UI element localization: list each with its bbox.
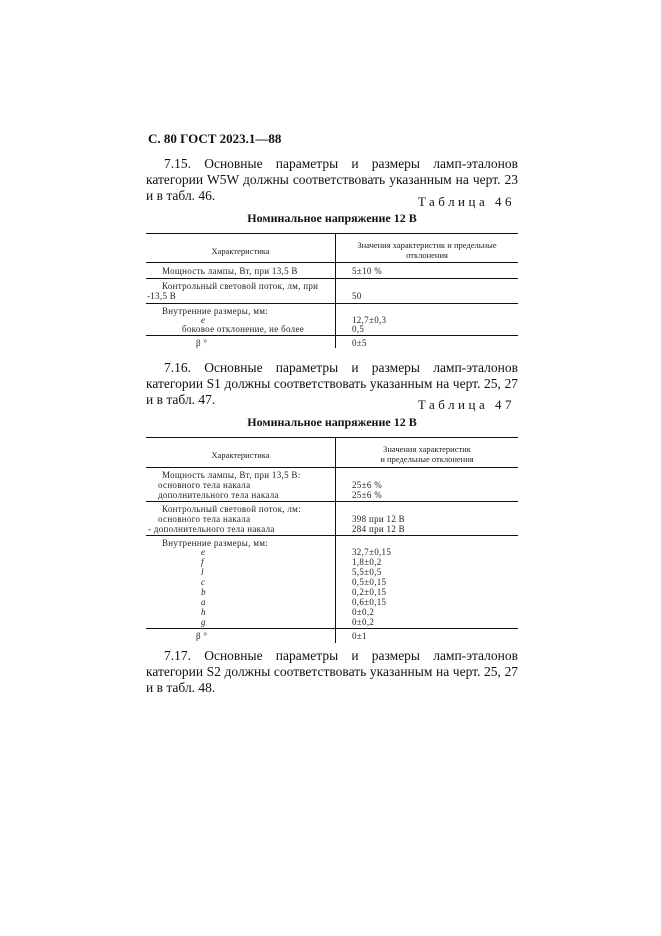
t47-flux-main-value: 398 при 12 В [352, 514, 405, 524]
paragraph-7-16: 7.16. Основные параметры и размеры ламп-эталонов категории S1 должны соответствовать указанным на черт. 25, 27 и в табл. 47. [146, 360, 518, 407]
t47-beta-label: β ° [196, 631, 208, 641]
t47-rule-3 [146, 628, 518, 629]
t47-dim-symbol: f [201, 557, 204, 567]
t47-power-main-label: основного тела накала [158, 480, 251, 490]
table-46-subtitle: Номинальное напряжение 12 В [247, 211, 417, 225]
t47-dim-symbol: b [201, 587, 206, 597]
t46-flux-value: 50 [352, 291, 362, 301]
table-47-top-rule [146, 437, 518, 438]
table-46-top-rule [146, 233, 518, 234]
table-46-col2-header: Значения характеристик и предельные отклонения [357, 240, 497, 260]
t47-rule-1 [146, 501, 518, 502]
t46-flux-label-a: Контрольный световой поток, лм, при [162, 281, 319, 291]
t46-dims-label: Внутренние размеры, мм: [162, 306, 269, 316]
table-46-col1-header: Характеристика [211, 246, 270, 256]
t47-dim-symbol: h [201, 607, 206, 617]
t46-dim-e: e [201, 315, 206, 325]
table-47-subtitle: Номинальное напряжение 12 В [247, 415, 417, 429]
t47-flux-aux-value: 284 при 12 В [352, 524, 405, 534]
t47-flux-aux-label: - дополнительного тела накала [148, 524, 275, 534]
page-header: С. 80 ГОСТ 2023.1—88 [148, 131, 282, 146]
t47-power-main-value: 25±6 % [352, 480, 382, 490]
t46-power-value: 5±10 % [352, 266, 382, 276]
t47-dim-value: 0±0,2 [352, 607, 375, 617]
t46-side-label: боковое отклонение, не более [182, 324, 305, 334]
t47-power-aux-label: дополнительного тела накала [158, 490, 279, 500]
t47-power-aux-value: 25±6 % [352, 490, 382, 500]
table-47-col2-header-a: Значения характеристик [383, 444, 471, 454]
t47-dim-symbol: l [201, 567, 204, 577]
t47-dim-value: 32,7±0,15 [352, 547, 392, 557]
table-46-header-rule [146, 262, 518, 263]
t46-rule-1 [146, 278, 518, 279]
t47-beta-value: 0±1 [352, 631, 367, 641]
t47-dim-value: 0±0,2 [352, 617, 375, 627]
table-47-col1-header: Характеристика [211, 450, 270, 460]
t47-dim-symbol: e [201, 547, 206, 557]
t46-rule-2 [146, 303, 518, 304]
t46-beta-value: 0±5 [352, 338, 367, 348]
t47-dims-label: Внутренние размеры, мм: [162, 538, 269, 548]
t47-dim-symbol: g [201, 617, 206, 627]
t47-dim-value: 0,2±0,15 [352, 587, 387, 597]
t47-flux-label: Контрольный световой поток, лм: [162, 504, 301, 514]
t47-dim-symbol: a [201, 597, 206, 607]
t47-flux-main-label: основного тела накала [158, 514, 251, 524]
t47-rule-2 [146, 535, 518, 536]
t47-power-label: Мощность лампы, Вт, при 13,5 В: [162, 470, 301, 480]
t47-dim-value: 0,6±0,15 [352, 597, 387, 607]
table-47-col2-header-b: и предельные отклонения [380, 454, 474, 464]
paragraph-7-17: 7.17. Основные параметры и размеры ламп-эталонов категории S2 должны соответствовать указанным на черт. 25, 27 и в табл. 48. [146, 648, 518, 695]
t47-dim-value: 1,8±0,2 [352, 557, 382, 567]
t46-beta-label: β ° [196, 338, 208, 348]
table-47-header-rule [146, 467, 518, 468]
t46-power-label: Мощность лампы, Вт, при 13,5 В [162, 266, 298, 276]
t46-flux-label-b: -13,5 В [147, 291, 177, 301]
table-46-column-divider [335, 233, 336, 348]
t46-side-value: 0,5 [352, 324, 365, 334]
paragraph-7-15: 7.15. Основные параметры и размеры ламп-эталонов категории W5W должны соответствовать указанным на черт. 23 и в табл. 46. [146, 156, 518, 203]
table-47-caption: Таблица 47 [417, 397, 515, 412]
table-47-column-divider [335, 437, 336, 643]
t47-dim-value: 5,5±0,5 [352, 567, 382, 577]
table-46-caption: Таблица 46 [417, 194, 515, 209]
t47-dim-value: 0,5±0,15 [352, 577, 387, 587]
t46-rule-3 [146, 335, 518, 336]
t46-dim-e-value: 12,7±0,3 [352, 315, 387, 325]
t47-dim-symbol: c [201, 577, 206, 587]
